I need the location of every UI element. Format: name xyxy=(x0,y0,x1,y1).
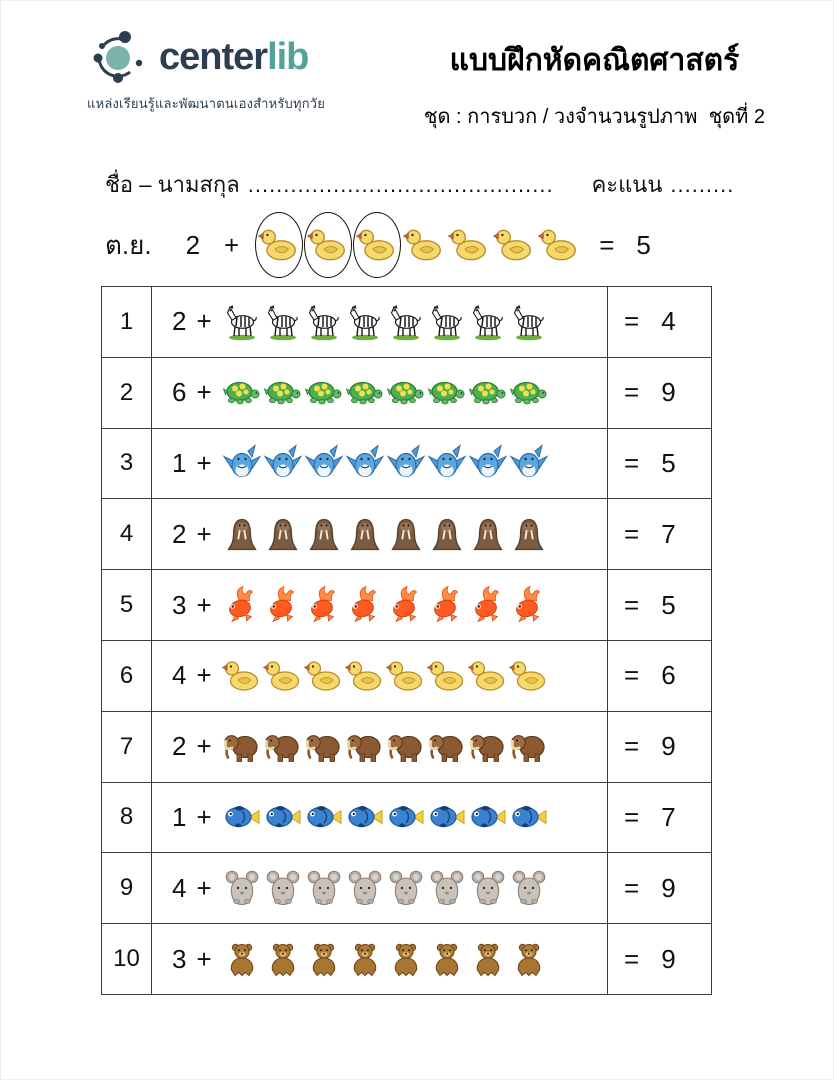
row-addend: 3 xyxy=(172,943,187,974)
row-expression xyxy=(152,429,607,499)
row-number: 4 xyxy=(102,499,152,569)
plus-sign: + xyxy=(196,447,212,478)
zebra-icon xyxy=(304,302,344,342)
goldfish-icon xyxy=(263,585,303,625)
row-number: 1 xyxy=(102,287,152,357)
name-fill-dots: ........................................... xyxy=(247,172,554,197)
equals-sign: = xyxy=(624,660,640,691)
bear-icon xyxy=(304,939,344,979)
mouse-icon xyxy=(345,868,385,908)
row-number: 3 xyxy=(102,429,152,499)
row-expression xyxy=(152,924,607,994)
goldfish-icon xyxy=(345,585,385,625)
equals-sign: = xyxy=(624,943,640,974)
bear-icon xyxy=(345,939,385,979)
zebra-icon xyxy=(222,302,262,342)
mouse-icon xyxy=(222,868,262,908)
turtle-icon xyxy=(263,373,303,413)
table-row xyxy=(102,712,711,783)
zebra-icon xyxy=(468,302,508,342)
duck-icon xyxy=(468,656,508,696)
plus-sign: + xyxy=(196,518,212,549)
duck-icon xyxy=(304,656,344,696)
mouse-icon xyxy=(304,868,344,908)
row-expression xyxy=(152,358,607,428)
row-number: 10 xyxy=(102,924,152,994)
mammoth-icon xyxy=(509,727,549,767)
row-answer xyxy=(607,924,711,994)
blue-tang-icon xyxy=(304,797,344,837)
bear-icon xyxy=(468,939,508,979)
table-row xyxy=(102,358,711,429)
equals-sign: = xyxy=(624,377,640,408)
equals-sign: = xyxy=(624,801,640,832)
plus-sign: + xyxy=(196,306,212,337)
circled-example-item xyxy=(353,212,401,278)
row-icons xyxy=(222,656,549,696)
duck-icon xyxy=(427,656,467,696)
row-answer xyxy=(607,287,711,357)
shark-icon xyxy=(427,443,467,483)
equals-sign: = xyxy=(624,589,640,620)
mammoth-icon xyxy=(427,727,467,767)
mouse-icon xyxy=(386,868,426,908)
row-expression xyxy=(152,853,607,923)
equals-sign: = xyxy=(599,229,615,260)
shark-icon xyxy=(509,443,549,483)
blue-tang-icon xyxy=(222,797,262,837)
duck-icon xyxy=(448,224,490,266)
duck-icon xyxy=(509,656,549,696)
walrus-icon xyxy=(345,514,385,554)
row-addend: 2 xyxy=(172,518,187,549)
table-row xyxy=(102,570,711,641)
blue-tang-icon xyxy=(427,797,467,837)
walrus-icon xyxy=(427,514,467,554)
table-row xyxy=(102,641,711,712)
mouse-icon xyxy=(509,868,549,908)
blue-tang-icon xyxy=(263,797,303,837)
row-expression xyxy=(152,783,607,853)
row-result: 9 xyxy=(661,731,676,762)
row-icons xyxy=(222,443,549,483)
goldfish-icon xyxy=(386,585,426,625)
shark-icon xyxy=(468,443,508,483)
row-result: 6 xyxy=(661,660,676,691)
row-addend: 6 xyxy=(172,377,187,408)
walrus-icon xyxy=(468,514,508,554)
row-result: 7 xyxy=(661,518,676,549)
row-addend: 1 xyxy=(172,801,187,832)
row-result: 5 xyxy=(661,589,676,620)
row-answer xyxy=(607,429,711,499)
mouse-icon xyxy=(427,868,467,908)
zebra-icon xyxy=(263,302,303,342)
name-label: ชื่อ – นามสกุล xyxy=(105,172,240,197)
brand-name-secondary: lib xyxy=(267,36,309,78)
row-icons xyxy=(222,868,549,908)
table-row xyxy=(102,924,711,994)
bear-icon xyxy=(427,939,467,979)
row-icons xyxy=(222,797,549,837)
duck-icon xyxy=(538,224,580,266)
turtle-icon xyxy=(304,373,344,413)
duck-icon xyxy=(493,224,535,266)
table-row xyxy=(102,783,711,854)
row-expression xyxy=(152,712,607,782)
shark-icon xyxy=(304,443,344,483)
blue-tang-icon xyxy=(345,797,385,837)
turtle-icon xyxy=(509,373,549,413)
row-number: 7 xyxy=(102,712,152,782)
row-number: 2 xyxy=(102,358,152,428)
header xyxy=(424,37,765,132)
row-icons xyxy=(222,514,549,554)
walrus-icon xyxy=(222,514,262,554)
row-addend: 4 xyxy=(172,872,187,903)
duck-icon xyxy=(222,656,262,696)
turtle-icon xyxy=(222,373,262,413)
row-number: 6 xyxy=(102,641,152,711)
bear-icon xyxy=(386,939,426,979)
row-addend: 2 xyxy=(172,306,187,337)
shark-icon xyxy=(386,443,426,483)
mouse-icon xyxy=(468,868,508,908)
goldfish-icon xyxy=(468,585,508,625)
zebra-icon xyxy=(509,302,549,342)
zebra-icon xyxy=(386,302,426,342)
equals-sign: = xyxy=(624,306,640,337)
row-icons xyxy=(222,939,549,979)
plus-sign: + xyxy=(196,660,212,691)
mouse-icon xyxy=(263,868,303,908)
example-icons xyxy=(255,212,581,278)
brand-name xyxy=(159,38,308,76)
duck-icon xyxy=(307,224,349,266)
turtle-icon xyxy=(345,373,385,413)
duck-icon xyxy=(263,656,303,696)
bear-icon xyxy=(222,939,262,979)
example-item xyxy=(402,212,446,278)
equals-sign: = xyxy=(624,731,640,762)
mammoth-icon xyxy=(222,727,262,767)
duck-icon xyxy=(403,224,445,266)
example-addend: 2 xyxy=(185,229,201,260)
plus-sign: + xyxy=(196,377,212,408)
bear-icon xyxy=(509,939,549,979)
goldfish-icon xyxy=(304,585,344,625)
zebra-icon xyxy=(427,302,467,342)
duck-icon xyxy=(386,656,426,696)
row-addend: 2 xyxy=(172,731,187,762)
table-row xyxy=(102,499,711,570)
turtle-icon xyxy=(427,373,467,413)
score-fill-dots: ......... xyxy=(670,172,735,197)
mammoth-icon xyxy=(263,727,303,767)
table-row xyxy=(102,287,711,358)
example-row xyxy=(105,209,765,281)
shark-icon xyxy=(222,443,262,483)
shark-icon xyxy=(345,443,385,483)
centerlib-logo xyxy=(87,25,325,114)
plus-sign: + xyxy=(196,801,212,832)
example-item xyxy=(447,212,491,278)
duck-icon xyxy=(345,656,385,696)
score-label: คะแนน xyxy=(591,172,663,197)
row-expression xyxy=(152,570,607,640)
blue-tang-icon xyxy=(509,797,549,837)
walrus-icon xyxy=(509,514,549,554)
mammoth-icon xyxy=(345,727,385,767)
equals-sign: = xyxy=(624,872,640,903)
row-answer xyxy=(607,853,711,923)
row-expression xyxy=(152,641,607,711)
duck-icon xyxy=(356,224,398,266)
row-answer xyxy=(607,641,711,711)
row-result: 5 xyxy=(661,447,676,478)
row-result: 9 xyxy=(661,872,676,903)
example-label: ต.ย. xyxy=(105,229,152,260)
name-score-line xyxy=(105,167,745,202)
row-number: 5 xyxy=(102,570,152,640)
centerlib-logo-icon xyxy=(87,25,151,89)
goldfish-icon xyxy=(427,585,467,625)
page-subtitle: ชุด : การบวก / วงจำนวนรูปภาพ ชุดที่ 2 xyxy=(423,106,765,128)
example-item xyxy=(492,212,536,278)
shark-icon xyxy=(263,443,303,483)
row-result: 9 xyxy=(661,377,676,408)
row-icons xyxy=(222,302,549,342)
row-number: 8 xyxy=(102,783,152,853)
zebra-icon xyxy=(345,302,385,342)
plus-sign: + xyxy=(224,229,240,260)
brand-name-primary: center xyxy=(159,36,268,78)
goldfish-icon xyxy=(509,585,549,625)
circled-example-item xyxy=(304,212,352,278)
row-answer xyxy=(607,712,711,782)
mammoth-icon xyxy=(386,727,426,767)
row-icons xyxy=(222,727,549,767)
row-result: 9 xyxy=(661,943,676,974)
blue-tang-icon xyxy=(468,797,508,837)
example-result: 5 xyxy=(636,229,651,260)
plus-sign: + xyxy=(196,872,212,903)
row-expression xyxy=(152,287,607,357)
example-item xyxy=(537,212,581,278)
row-result: 4 xyxy=(661,306,676,337)
row-icons xyxy=(222,373,549,413)
walrus-icon xyxy=(386,514,426,554)
row-result: 7 xyxy=(661,801,676,832)
equals-sign: = xyxy=(624,447,640,478)
brand-tagline: แหล่งเรียนรู้และพัฒนาตนเองสำหรับทุกวัย xyxy=(87,96,326,111)
plus-sign: + xyxy=(196,731,212,762)
row-addend: 1 xyxy=(172,447,187,478)
row-answer xyxy=(607,783,711,853)
row-answer xyxy=(607,570,711,640)
row-icons xyxy=(222,585,549,625)
plus-sign: + xyxy=(196,943,212,974)
page-title: แบบฝึกหัดคณิตศาสตร์ xyxy=(449,44,740,77)
table-row xyxy=(102,853,711,924)
row-expression xyxy=(152,499,607,569)
goldfish-icon xyxy=(222,585,262,625)
table-row xyxy=(102,429,711,500)
row-number: 9 xyxy=(102,853,152,923)
duck-icon xyxy=(258,224,300,266)
walrus-icon xyxy=(304,514,344,554)
circled-example-item xyxy=(255,212,303,278)
blue-tang-icon xyxy=(386,797,426,837)
turtle-icon xyxy=(468,373,508,413)
equals-sign: = xyxy=(624,518,640,549)
row-answer xyxy=(607,499,711,569)
mammoth-icon xyxy=(304,727,344,767)
walrus-icon xyxy=(263,514,303,554)
turtle-icon xyxy=(386,373,426,413)
row-addend: 4 xyxy=(172,660,187,691)
mammoth-icon xyxy=(468,727,508,767)
bear-icon xyxy=(263,939,303,979)
worksheet-table xyxy=(101,286,712,995)
row-addend: 3 xyxy=(172,589,187,620)
row-answer xyxy=(607,358,711,428)
plus-sign: + xyxy=(196,589,212,620)
